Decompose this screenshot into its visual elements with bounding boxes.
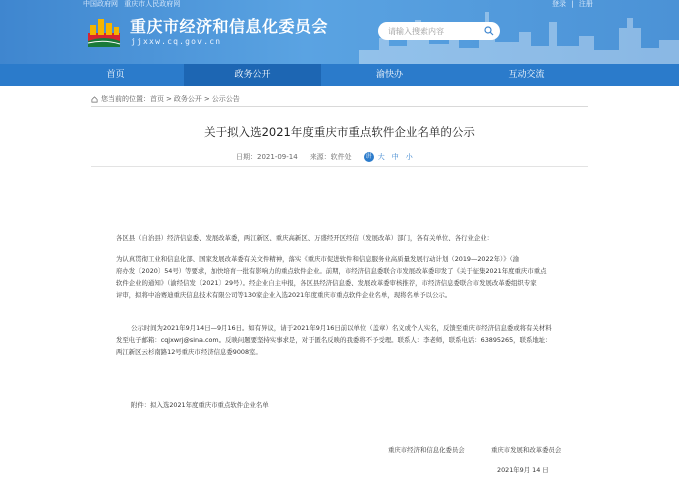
paragraph-body-line: 软件企业的通知》（渝经信发〔2021〕29号）。经企业自主申报，各区县经济信息委、发展改革委审核推荐，市经济信息委联合市发展改革委组织专家: [116, 279, 537, 287]
site-domain: jjxxw.cq.gov.cn: [131, 37, 222, 46]
search-input[interactable]: [388, 27, 478, 36]
breadcrumb-home[interactable]: 首页: [150, 95, 164, 103]
breadcrumb-announcements[interactable]: 公示公告: [211, 95, 240, 103]
link-cq-gov[interactable]: 重庆市人民政府网: [124, 0, 181, 8]
breadcrumb: [91, 94, 240, 104]
font-size-small[interactable]: 小: [405, 153, 413, 161]
paragraph-addressees: 各区县（自治县）经济信息委、发展改革委，两江新区、重庆高新区、万盛经开区经信（发展改革）部门，各有关单位、各行业企业：: [116, 234, 494, 242]
meta-divider: [91, 166, 588, 167]
signature-dev-reform-committee: 重庆市发展和改革委员会: [491, 446, 562, 454]
paragraph-notice-line: 两江新区云杉南路12号重庆市经济信息委9008室。: [116, 348, 262, 356]
location-icon: [91, 96, 98, 103]
link-gov-cn[interactable]: 中国政府网: [83, 0, 118, 8]
site-logo-icon[interactable]: [86, 15, 122, 49]
nav-spacer-left: [0, 64, 47, 86]
topbar-left-links: [83, 0, 184, 8]
nav-item-yukuaiban[interactable]: 渝快办: [375, 70, 403, 80]
search-box: [378, 22, 500, 40]
paragraph-body-line: 为认真贯彻工业和信息化部、国家发展改革委有关文件精神，落实《重庆市促进软件和信息服务业高质量发展行动计划（2019—2022年）》（渝: [116, 255, 520, 263]
speak-badge-icon[interactable]: 讲: [365, 153, 372, 160]
site-title[interactable]: 重庆市经济和信息化委员会: [130, 17, 329, 36]
paragraph-body-line: 评审，拟将中冶赛迪重庆信息技术有限公司等130家企业入选2021年度重庆市重点软件企业名单，现将名单予以公示。: [116, 291, 452, 299]
article-meta: [236, 152, 420, 162]
paragraph-notice-line: 发至电子邮箱：cqjxwrj@sina.com。反映问题要坚持实事求是，对于匿名反映的我委将不予受理。联系人：李老师，联系电话：63895265，联系地址：: [116, 336, 552, 344]
attachment-link[interactable]: 附件：拟入选2021年度重庆市重点软件企业名单: [131, 401, 269, 409]
main-nav: [0, 64, 679, 86]
auth-separator: |: [571, 0, 574, 8]
signature-econ-info-committee: 重庆市经济和信息化委员会: [388, 446, 465, 454]
nav-item-interaction[interactable]: 互动交流: [508, 70, 545, 80]
paragraph-body-line: 府办发〔2020〕54号）等要求，加快培育一批有影响力的重点软件企业。前期，市经济信息委联合市发展改革委印发了《关于征集2021年度重庆市重点: [116, 267, 547, 275]
search-icon[interactable]: [484, 26, 494, 36]
register-link[interactable]: 注册: [578, 0, 593, 8]
topbar-auth-links: [552, 0, 596, 8]
login-link[interactable]: 登录: [552, 0, 566, 8]
breadcrumb-gov-affairs[interactable]: 政务公开: [173, 95, 202, 103]
font-size-controls: [364, 152, 420, 162]
nav-item-home[interactable]: 首页: [106, 70, 125, 80]
font-size-large[interactable]: 大: [377, 153, 385, 161]
site-header: [0, 0, 679, 64]
article-title: 关于拟入选2021年度重庆市重点软件企业名单的公示: [204, 125, 475, 139]
breadcrumb-sep: >: [203, 95, 210, 103]
paragraph-notice-line: 公示时间为2021年9月14日—9月16日。如有异议，请于2021年9月16日前以单位（盖章）名义或个人实名，反馈至重庆市经济信息委或将有关材料: [131, 324, 552, 332]
breadcrumb-divider: [91, 106, 588, 107]
nav-item-gov-affairs[interactable]: 政务公开: [184, 64, 321, 86]
breadcrumb-sep: >: [166, 95, 172, 103]
breadcrumb-prefix: 您当前的位置：: [101, 95, 150, 103]
font-size-medium[interactable]: 中: [391, 153, 399, 161]
signature-date: 2021年9月 14 日: [497, 466, 549, 474]
article-date: 日期：2021-09-14: [236, 153, 298, 161]
article-source: 来源：软件处: [309, 153, 352, 161]
